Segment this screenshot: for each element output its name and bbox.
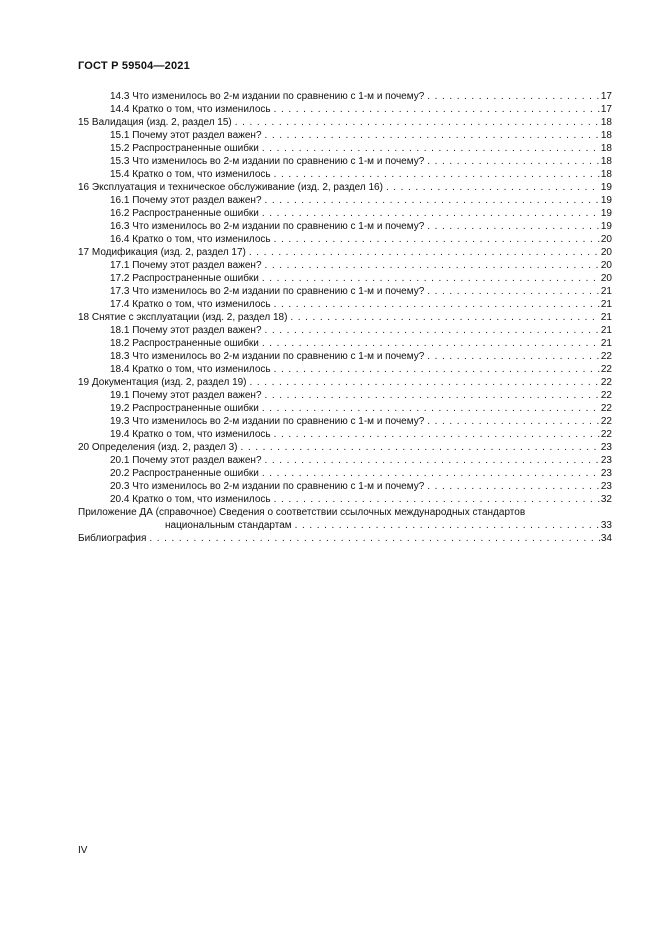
toc-entry-page: 21 [600, 312, 612, 323]
toc-entry-title: 18.2 Распространенные ошибки [110, 338, 259, 349]
toc-entry[interactable] [0, 116, 661, 129]
toc-entry-title: 19.3 Что изменилось во 2-м издании по сравнению с 1-м и почему? [110, 416, 425, 427]
toc-dot-leader [274, 493, 600, 506]
toc-entry[interactable] [0, 493, 661, 506]
toc-entry-content [165, 519, 612, 532]
toc-entry-content [110, 90, 612, 103]
toc-entry-content [110, 480, 612, 493]
toc-entry[interactable] [0, 272, 661, 285]
toc-entry[interactable] [0, 155, 661, 168]
toc-entry[interactable] [0, 389, 661, 402]
toc-entry-page: 19 [600, 182, 612, 193]
toc-entry-page: 18 [600, 156, 612, 167]
toc-entry-title: 19.4 Кратко о том, что изменилось [110, 429, 271, 440]
toc-entry-page: 20 [600, 260, 612, 271]
toc-entry-title: 17.3 Что изменилось во 2-м издании по сравнению с 1-м и почему? [110, 286, 425, 297]
toc-entry-title: 19 Документация (изд. 2, раздел 19) [78, 377, 247, 388]
toc-entry[interactable] [0, 454, 661, 467]
toc-entry-page: 22 [600, 403, 612, 414]
toc-entry[interactable] [0, 506, 661, 519]
toc-entry-page: 22 [600, 416, 612, 427]
toc-entry[interactable] [0, 285, 661, 298]
toc-entry-page: 19 [600, 208, 612, 219]
toc-entry-content [78, 376, 612, 389]
toc-entry-content [110, 142, 612, 155]
table-of-contents [0, 90, 661, 545]
toc-entry[interactable] [0, 415, 661, 428]
toc-entry[interactable] [0, 181, 661, 194]
toc-dot-leader [290, 311, 599, 324]
toc-dot-leader [427, 155, 600, 168]
toc-dot-leader [427, 220, 600, 233]
toc-entry[interactable] [0, 129, 661, 142]
toc-entry-content [110, 467, 612, 480]
toc-entry-page: 22 [600, 364, 612, 375]
toc-entry-content [110, 402, 612, 415]
toc-dot-leader [295, 519, 600, 532]
toc-dot-leader [427, 90, 600, 103]
toc-entry-title: 17.1 Почему этот раздел важен? [110, 260, 262, 271]
toc-dot-leader [427, 350, 600, 363]
toc-entry[interactable] [0, 376, 661, 389]
toc-dot-leader [262, 402, 600, 415]
toc-dot-leader [262, 467, 600, 480]
toc-entry-page: 22 [600, 351, 612, 362]
toc-entry-title: 15 Валидация (изд. 2, раздел 15) [78, 117, 232, 128]
toc-entry-title: 18.4 Кратко о том, что изменилось [110, 364, 271, 375]
toc-dot-leader [274, 363, 600, 376]
toc-entry-title: 16.1 Почему этот раздел важен? [110, 195, 262, 206]
toc-entry-page: 22 [600, 429, 612, 440]
toc-entry-content [78, 181, 612, 194]
toc-entry-page: 23 [600, 481, 612, 492]
toc-entry-content [110, 259, 612, 272]
toc-entry-page: 21 [600, 338, 612, 349]
toc-entry-page: 23 [600, 442, 612, 453]
toc-entry[interactable] [0, 402, 661, 415]
toc-entry-page: 18 [600, 117, 612, 128]
toc-entry-content [110, 415, 612, 428]
toc-dot-leader [241, 441, 600, 454]
toc-entry-content [78, 311, 612, 324]
toc-entry[interactable] [0, 194, 661, 207]
toc-entry[interactable] [0, 246, 661, 259]
toc-entry[interactable] [0, 142, 661, 155]
toc-entry[interactable] [0, 480, 661, 493]
toc-entry-content [78, 532, 612, 545]
toc-entry-content [110, 337, 612, 350]
toc-dot-leader [427, 285, 600, 298]
toc-entry[interactable] [0, 363, 661, 376]
toc-entry-title: 15.1 Почему этот раздел важен? [110, 130, 262, 141]
toc-entry-content [110, 350, 612, 363]
toc-entry-content [110, 389, 612, 402]
toc-entry[interactable] [0, 168, 661, 181]
toc-entry-page: 19 [600, 195, 612, 206]
toc-dot-leader [274, 168, 600, 181]
toc-entry-title: 16 Эксплуатация и техническое обслуживание (изд. 2, раздел 16) [78, 182, 383, 193]
toc-entry[interactable] [0, 207, 661, 220]
toc-dot-leader [250, 376, 600, 389]
toc-entry-title: 20 Определения (изд. 2, раздел 3) [78, 442, 238, 453]
toc-entry-page: 19 [600, 221, 612, 232]
toc-entry-page: 20 [600, 273, 612, 284]
toc-entry-page: 21 [600, 299, 612, 310]
toc-entry-title: 15.4 Кратко о том, что изменилось [110, 169, 271, 180]
toc-entry-title: 14.3 Что изменилось во 2-м издании по сравнению с 1-м и почему? [110, 91, 425, 102]
toc-entry-page: 22 [600, 390, 612, 401]
toc-dot-leader [262, 272, 600, 285]
toc-entry-content [110, 454, 612, 467]
toc-entry-content [78, 116, 612, 129]
toc-entry[interactable] [0, 259, 661, 272]
toc-entry-page: 33 [600, 520, 612, 531]
toc-dot-leader [274, 298, 600, 311]
toc-entry[interactable] [0, 233, 661, 246]
toc-dot-leader [274, 103, 600, 116]
toc-entry-title: 18 Снятие с эксплуатации (изд. 2, раздел 18) [78, 312, 288, 323]
toc-entry-page: 20 [600, 234, 612, 245]
toc-entry[interactable] [0, 220, 661, 233]
toc-entry-content [110, 324, 612, 337]
toc-dot-leader [427, 480, 600, 493]
toc-entry-title: 19.1 Почему этот раздел важен? [110, 390, 262, 401]
toc-dot-leader [262, 207, 600, 220]
toc-dot-leader [386, 181, 600, 194]
toc-entry-page: 18 [600, 143, 612, 154]
toc-entry-title: национальным стандартам [165, 520, 292, 531]
toc-dot-leader [265, 389, 600, 402]
toc-entry[interactable] [0, 350, 661, 363]
toc-entry-page: 22 [600, 377, 612, 388]
toc-entry-title: 17 Модификация (изд. 2, раздел 17) [78, 247, 246, 258]
toc-dot-leader [265, 129, 600, 142]
toc-entry-page: 18 [600, 130, 612, 141]
toc-entry-page: 21 [600, 286, 612, 297]
toc-entry-content [110, 298, 612, 311]
toc-entry-page: 17 [600, 104, 612, 115]
page-number: IV [78, 845, 88, 856]
toc-entry-title: 17.4 Кратко о том, что изменилось [110, 299, 271, 310]
toc-entry-title: 20.4 Кратко о том, что изменилось [110, 494, 271, 505]
toc-entry-content [110, 233, 612, 246]
toc-dot-leader [427, 415, 600, 428]
toc-entry[interactable] [0, 467, 661, 480]
toc-entry-content [110, 428, 612, 441]
toc-entry[interactable] [0, 311, 661, 324]
toc-dot-leader [149, 532, 599, 545]
toc-entry-content [110, 220, 612, 233]
toc-entry-title: Приложение ДА (справочное) Сведения о соответствии ссылочных международных стандартов [78, 507, 526, 518]
toc-entry[interactable] [0, 324, 661, 337]
toc-entry[interactable] [0, 337, 661, 350]
toc-entry-content [110, 103, 612, 116]
toc-entry-content [78, 246, 612, 259]
toc-dot-leader [274, 428, 600, 441]
toc-entry-page: 20 [600, 247, 612, 258]
toc-entry[interactable] [0, 103, 661, 116]
toc-entry[interactable] [0, 532, 661, 545]
toc-entry-content [110, 363, 612, 376]
toc-entry-title: 16.4 Кратко о том, что изменилось [110, 234, 271, 245]
toc-entry-content [78, 441, 612, 454]
toc-entry-content [110, 207, 612, 220]
toc-entry-title: 18.3 Что изменилось во 2-м издании по сравнению с 1-м и почему? [110, 351, 425, 362]
toc-entry-content [110, 493, 612, 506]
toc-entry[interactable] [0, 441, 661, 454]
toc-entry-page: 23 [600, 468, 612, 479]
toc-entry-title: 20.1 Почему этот раздел важен? [110, 455, 262, 466]
toc-entry-title: 17.2 Распространенные ошибки [110, 273, 259, 284]
toc-dot-leader [265, 324, 600, 337]
toc-entry-content [110, 272, 612, 285]
toc-entry-content [110, 194, 612, 207]
toc-dot-leader [262, 337, 600, 350]
toc-entry-page: 18 [600, 169, 612, 180]
toc-dot-leader [265, 259, 600, 272]
toc-entry-page: 23 [600, 455, 612, 466]
toc-entry-page: 21 [600, 325, 612, 336]
toc-entry-title: 20.3 Что изменилось во 2-м издании по сравнению с 1-м и почему? [110, 481, 425, 492]
toc-entry-content [110, 155, 612, 168]
toc-entry-content [110, 285, 612, 298]
document-header: ГОСТ Р 59504—2021 [78, 60, 190, 72]
toc-entry-content [78, 506, 612, 519]
toc-entry[interactable] [0, 90, 661, 103]
toc-entry-title: 20.2 Распространенные ошибки [110, 468, 259, 479]
toc-entry-title: 16.2 Распространенные ошибки [110, 208, 259, 219]
toc-entry[interactable] [0, 298, 661, 311]
toc-entry-page: 17 [600, 91, 612, 102]
toc-entry-title: Библиография [78, 533, 147, 544]
toc-entry-title: 19.2 Распространенные ошибки [110, 403, 259, 414]
toc-entry-title: 16.3 Что изменилось во 2-м издании по сравнению с 1-м и почему? [110, 221, 425, 232]
toc-entry[interactable] [0, 519, 661, 532]
toc-entry-title: 14.4 Кратко о том, что изменилось [110, 104, 271, 115]
toc-entry[interactable] [0, 428, 661, 441]
toc-dot-leader [262, 142, 600, 155]
toc-dot-leader [265, 194, 600, 207]
toc-dot-leader [235, 116, 600, 129]
toc-dot-leader [265, 454, 600, 467]
toc-entry-title: 15.2 Распространенные ошибки [110, 143, 259, 154]
toc-dot-leader [249, 246, 600, 259]
toc-entry-page: 32 [600, 494, 612, 505]
toc-entry-content [110, 168, 612, 181]
toc-entry-title: 18.1 Почему этот раздел важен? [110, 325, 262, 336]
toc-entry-page: 34 [600, 533, 612, 544]
toc-entry-content [110, 129, 612, 142]
toc-entry-title: 15.3 Что изменилось во 2-м издании по сравнению с 1-м и почему? [110, 156, 425, 167]
toc-dot-leader [274, 233, 600, 246]
